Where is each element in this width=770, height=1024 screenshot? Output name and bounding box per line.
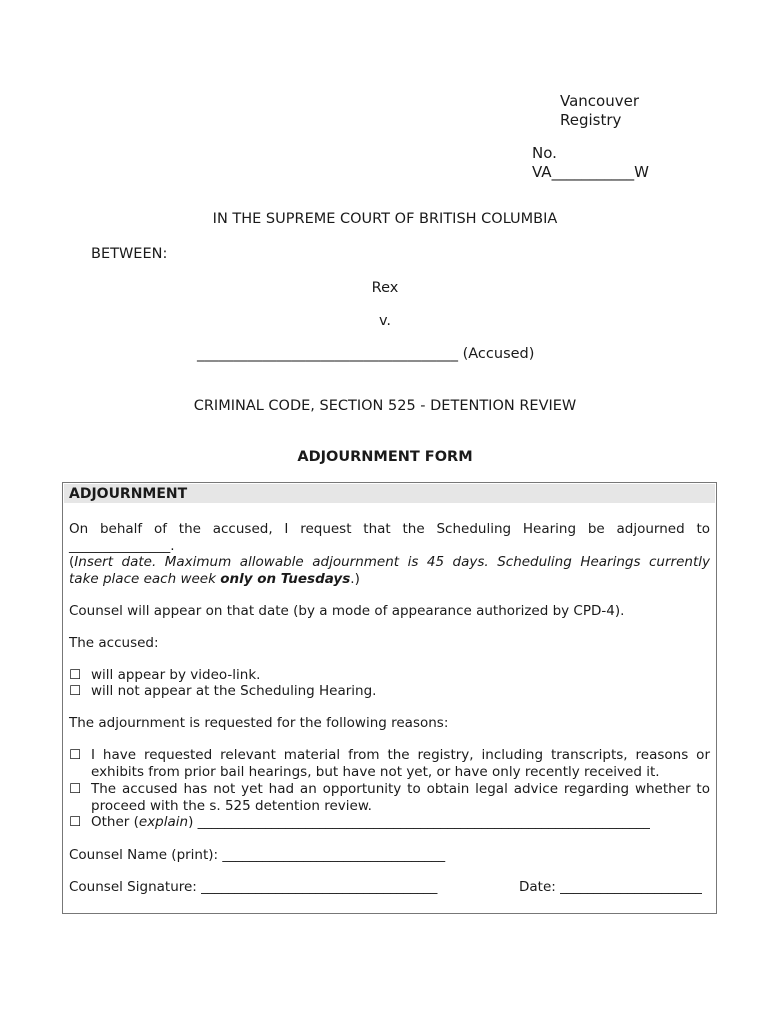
note-bold-italic: only on Tuesdays	[220, 571, 351, 587]
adjournment-form-box	[62, 482, 717, 914]
registry-line-1: Vancouver	[560, 92, 639, 110]
file-number-value: VA___________W	[532, 163, 649, 181]
reason-other-line[interactable]	[69, 814, 710, 831]
note-prefix: (	[69, 554, 75, 570]
date-note-line-2	[69, 571, 710, 588]
checkbox-video-link[interactable]: ☐	[69, 667, 82, 683]
date-field[interactable]: Date: _____________________	[519, 879, 702, 895]
counsel-appear-text: Counsel will appear on that date (by a mode of appearance authorized by CPD-4).	[69, 603, 625, 619]
registry-label	[560, 92, 680, 130]
note-italic-2: take place each week	[69, 571, 221, 587]
reason-1-line-1[interactable]	[69, 747, 710, 764]
court-title: IN THE SUPREME COURT OF BRITISH COLUMBIA	[212, 211, 558, 227]
between-label: BETWEEN:	[91, 246, 168, 262]
request-line-1: On behalf of the accused, I request that the Scheduling Hearing be adjourned to	[69, 521, 710, 537]
reason-2-text-1: The accused has not yet had an opportunity to obtain legal advice regarding whether to	[91, 781, 710, 797]
file-number-label: No.	[532, 144, 557, 162]
not-appear-label: will not appear at the Scheduling Hearing.	[91, 683, 377, 699]
section-title: CRIMINAL CODE, SECTION 525 - DETENTION REVIEW	[193, 398, 577, 414]
file-number	[532, 144, 649, 182]
reason-other-italic: explain	[138, 814, 189, 830]
adjourn-date-field[interactable]: _______________.	[69, 538, 175, 554]
accused-name-field[interactable]: ____________________________________ (Accused)	[197, 346, 535, 362]
reason-2-line-1[interactable]	[69, 781, 710, 798]
not-appear-option[interactable]	[69, 683, 710, 700]
reason-2-line-2: proceed with the s. 525 detention review.	[91, 798, 372, 814]
accused-label: The accused:	[69, 635, 159, 651]
form-box-header-text: ADJOURNMENT	[69, 486, 188, 502]
reason-other-prefix: Other (	[91, 814, 139, 830]
form-title: ADJOURNMENT FORM	[297, 449, 473, 465]
reasons-label: The adjournment is requested for the following reasons:	[69, 715, 449, 731]
note-suffix: .)	[350, 571, 360, 587]
note-italic-1: Insert date. Maximum allowable adjournment is 45 days. Scheduling Hearings currently	[74, 554, 710, 570]
registry-line-2: Registry	[560, 111, 622, 129]
party-rex: Rex	[371, 280, 399, 296]
counsel-signature-field[interactable]: Counsel Signature: ___________________________________	[69, 879, 438, 895]
signature-row	[69, 879, 710, 896]
other-explain-field[interactable]: ) ___________________________________________________________________	[188, 814, 650, 830]
checkbox-reason-legal-advice[interactable]: ☐	[69, 781, 82, 797]
reason-1-text-1: I have requested relevant material from the registry, including transcripts, reasons or	[91, 747, 710, 763]
date-note-line-1	[69, 554, 710, 571]
checkbox-not-appear[interactable]: ☐	[69, 683, 82, 699]
checkbox-reason-other[interactable]: ☐	[69, 814, 82, 830]
reason-1-line-2: exhibits from prior bail hearings, but have not yet, or have only recently received it.	[91, 764, 660, 780]
versus-label: v.	[378, 313, 392, 329]
appear-video-option[interactable]	[69, 667, 710, 684]
appear-video-label: will appear by video-link.	[91, 667, 261, 683]
form-box-header	[64, 484, 715, 503]
counsel-name-field[interactable]: Counsel Name (print): _________________________________	[69, 847, 446, 863]
checkbox-reason-material[interactable]: ☐	[69, 747, 82, 763]
